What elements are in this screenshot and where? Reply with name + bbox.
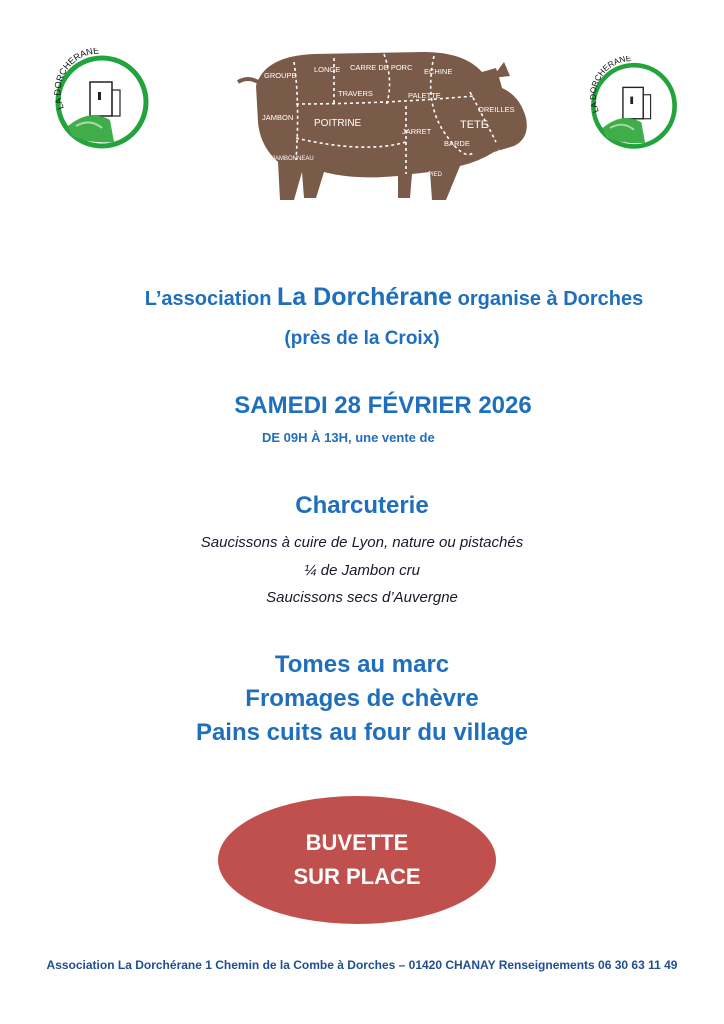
buvette-line2: SUR PLACE bbox=[293, 864, 421, 889]
intro-line bbox=[0, 283, 724, 312]
cut-label: JARRET bbox=[402, 127, 432, 136]
association-name: La Dorchérane bbox=[277, 283, 453, 311]
buvette-badge bbox=[218, 796, 496, 924]
event-hours: DE 09H À 13H, une vente de bbox=[262, 430, 435, 445]
buvette-line1: BUVETTE bbox=[305, 830, 409, 855]
product-item: Tomes au marc bbox=[274, 651, 450, 678]
cut-label: PALETTE bbox=[408, 91, 441, 100]
products-list bbox=[0, 648, 724, 750]
product-item: Pains cuits au four du village bbox=[195, 719, 529, 746]
cut-label: BARDE bbox=[444, 139, 470, 148]
logo-text: LA DORCHERANE bbox=[52, 48, 100, 111]
cut-label: TETE bbox=[460, 119, 489, 131]
charcuterie-item: ¼ de Jambon cru bbox=[304, 562, 420, 579]
cut-label: JAMBON bbox=[262, 113, 294, 122]
intro-suffix: organise à Dorches bbox=[457, 288, 644, 310]
cut-label: JAMBONNEAU bbox=[272, 156, 314, 162]
association-logo-right bbox=[586, 56, 682, 152]
association-logo-left bbox=[50, 48, 154, 152]
logo-text: LA DORCHERANE bbox=[587, 56, 632, 115]
footer-contact: Association La Dorchérane 1 Chemin de la Combe à Dorches – 01420 CHANAY Renseignements 06 30 63 11 49 bbox=[46, 958, 678, 972]
cut-label: OREILLES bbox=[478, 105, 515, 114]
cut-label: TRAVERS bbox=[338, 89, 373, 98]
location-note: (près de la Croix) bbox=[284, 328, 440, 349]
cut-label: MUSEAU bbox=[498, 150, 524, 156]
cut-label: ECHINE bbox=[424, 67, 453, 76]
cut-label: POITRINE bbox=[314, 118, 362, 129]
charcuterie-item: Saucissons secs d’Auvergne bbox=[266, 589, 458, 606]
product-item: Fromages de chèvre bbox=[245, 685, 479, 712]
charcuterie-item: Saucissons à cuire de Lyon, nature ou pistachés bbox=[200, 534, 524, 551]
cut-label: PIED bbox=[428, 172, 443, 178]
cut-label: LONGE bbox=[314, 65, 341, 74]
cut-label: CARRE DE PORC bbox=[350, 63, 413, 72]
pig-cuts-diagram bbox=[234, 42, 530, 204]
event-date: SAMEDI 28 FÉVRIER 2026 bbox=[234, 392, 532, 419]
charcuterie-heading: Charcuterie bbox=[295, 492, 429, 519]
intro-prefix: L’association bbox=[144, 288, 272, 310]
cut-label: GROUPE bbox=[264, 71, 297, 80]
